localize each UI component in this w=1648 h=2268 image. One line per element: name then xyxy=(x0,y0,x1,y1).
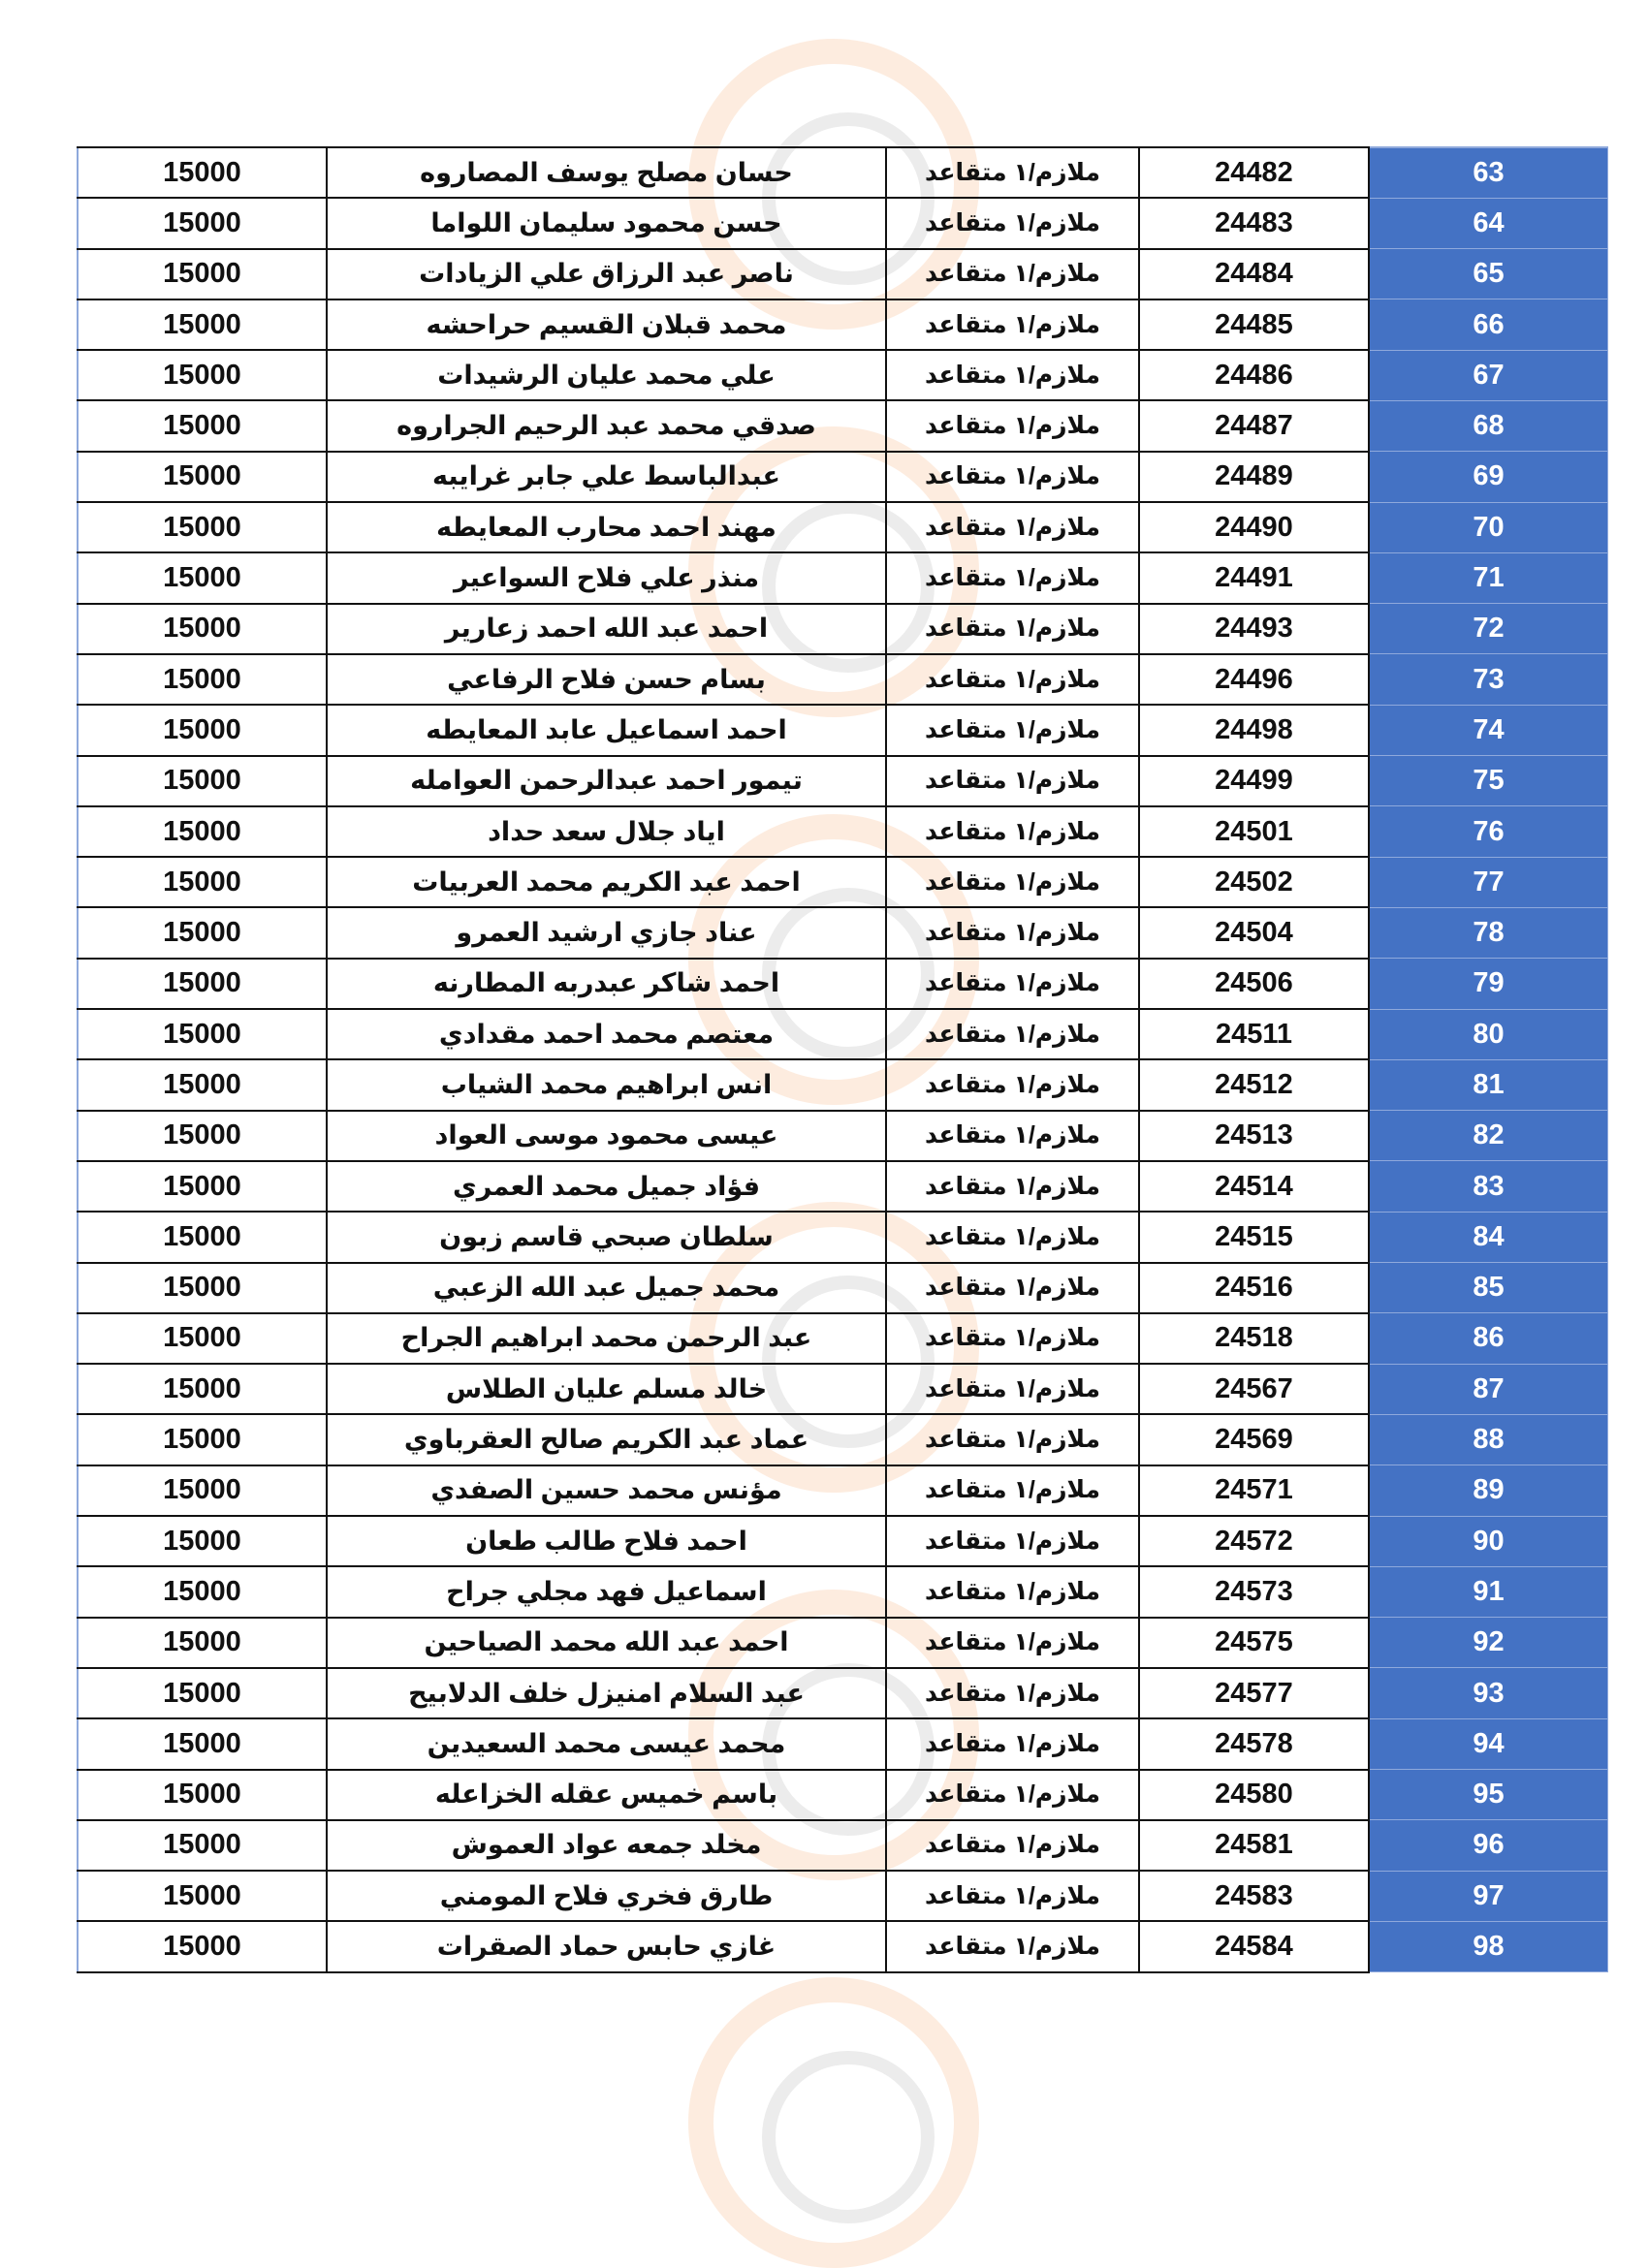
name-cell: احمد فلاح طالب طعان xyxy=(327,1516,886,1566)
sequence-cell: 81 xyxy=(1369,1059,1608,1110)
sequence-cell: 71 xyxy=(1369,552,1608,603)
military-number-cell: 24584 xyxy=(1139,1921,1369,1971)
amount-cell: 15000 xyxy=(78,1414,327,1465)
sequence-cell: 91 xyxy=(1369,1566,1608,1617)
military-number-cell: 24484 xyxy=(1139,249,1369,299)
name-cell: حسن محمود سليمان اللواما xyxy=(327,198,886,248)
rank-cell: ملازم/١ متقاعد xyxy=(886,1263,1139,1313)
military-number-cell: 24489 xyxy=(1139,452,1369,502)
table-row xyxy=(78,1414,1608,1465)
table-row xyxy=(78,350,1608,400)
name-cell: عناد جازي ارشيد العمرو xyxy=(327,907,886,958)
military-number-cell: 24486 xyxy=(1139,350,1369,400)
military-number-cell: 24567 xyxy=(1139,1364,1369,1414)
amount-cell: 15000 xyxy=(78,654,327,705)
table-row xyxy=(78,452,1608,502)
sequence-cell: 96 xyxy=(1369,1820,1608,1871)
rank-cell: ملازم/١ متقاعد xyxy=(886,756,1139,806)
name-cell: علي محمد عليان الرشيدات xyxy=(327,350,886,400)
amount-cell: 15000 xyxy=(78,1212,327,1262)
amount-cell: 15000 xyxy=(78,806,327,857)
name-cell: فؤاد جميل محمد العمري xyxy=(327,1161,886,1212)
sequence-cell: 92 xyxy=(1369,1618,1608,1668)
amount-cell: 15000 xyxy=(78,147,327,198)
rank-cell: ملازم/١ متقاعد xyxy=(886,249,1139,299)
sequence-cell: 64 xyxy=(1369,198,1608,248)
name-cell: ناصر عبد الرزاق علي الزيادات xyxy=(327,249,886,299)
military-number-cell: 24578 xyxy=(1139,1718,1369,1769)
sequence-cell: 98 xyxy=(1369,1921,1608,1971)
military-number-cell: 24575 xyxy=(1139,1618,1369,1668)
name-cell: غازي حابس حماد الصقرات xyxy=(327,1921,886,1971)
sequence-cell: 79 xyxy=(1369,959,1608,1009)
military-number-cell: 24514 xyxy=(1139,1161,1369,1212)
retirees-table xyxy=(77,146,1608,1973)
name-cell: احمد شاكر عبدربه المطارنه xyxy=(327,959,886,1009)
military-number-cell: 24483 xyxy=(1139,198,1369,248)
name-cell: مهند احمد محارب المعايطه xyxy=(327,502,886,552)
amount-cell: 15000 xyxy=(78,452,327,502)
amount-cell: 15000 xyxy=(78,1820,327,1871)
sequence-cell: 67 xyxy=(1369,350,1608,400)
name-cell: عماد عبد الكريم صالح العقرباوي xyxy=(327,1414,886,1465)
amount-cell: 15000 xyxy=(78,400,327,451)
rank-cell: ملازم/١ متقاعد xyxy=(886,1009,1139,1059)
table-row xyxy=(78,959,1608,1009)
sequence-cell: 97 xyxy=(1369,1871,1608,1921)
table-row xyxy=(78,1111,1608,1161)
rank-cell: ملازم/١ متقاعد xyxy=(886,1414,1139,1465)
name-cell: اياد جلال سعد حداد xyxy=(327,806,886,857)
name-cell: احمد عبد الله احمد زعارير xyxy=(327,604,886,654)
amount-cell: 15000 xyxy=(78,1921,327,1971)
sequence-cell: 80 xyxy=(1369,1009,1608,1059)
name-cell: باسم خميس عقله الخزاعله xyxy=(327,1770,886,1820)
military-number-cell: 24504 xyxy=(1139,907,1369,958)
name-cell: عبد السلام امنيزل خلف الدلابيح xyxy=(327,1668,886,1718)
table-row xyxy=(78,1566,1608,1617)
rank-cell: ملازم/١ متقاعد xyxy=(886,604,1139,654)
rank-cell: ملازم/١ متقاعد xyxy=(886,1618,1139,1668)
rank-cell: ملازم/١ متقاعد xyxy=(886,1668,1139,1718)
rank-cell: ملازم/١ متقاعد xyxy=(886,1161,1139,1212)
name-cell: محمد جميل عبد الله الزعبي xyxy=(327,1263,886,1313)
amount-cell: 15000 xyxy=(78,604,327,654)
military-number-cell: 24518 xyxy=(1139,1313,1369,1364)
name-cell: انس ابراهيم محمد الشياب xyxy=(327,1059,886,1110)
sequence-cell: 87 xyxy=(1369,1364,1608,1414)
table-row xyxy=(78,654,1608,705)
name-cell: محمد قبلان القسيم حراحشه xyxy=(327,299,886,350)
table-row xyxy=(78,1668,1608,1718)
table-row xyxy=(78,1618,1608,1668)
rank-cell: ملازم/١ متقاعد xyxy=(886,705,1139,755)
table-row xyxy=(78,1263,1608,1313)
military-number-cell: 24515 xyxy=(1139,1212,1369,1262)
sequence-cell: 93 xyxy=(1369,1668,1608,1718)
name-cell: عبد الرحمن محمد ابراهيم الجراح xyxy=(327,1313,886,1364)
rank-cell: ملازم/١ متقاعد xyxy=(886,400,1139,451)
name-cell: منذر علي فلاح السواعير xyxy=(327,552,886,603)
military-number-cell: 24499 xyxy=(1139,756,1369,806)
sequence-cell: 63 xyxy=(1369,147,1608,198)
amount-cell: 15000 xyxy=(78,1111,327,1161)
name-cell: سلطان صبحي قاسم زبون xyxy=(327,1212,886,1262)
watermark-logo xyxy=(688,1977,979,2268)
table-row xyxy=(78,1212,1608,1262)
name-cell: حسان مصلح يوسف المصاروه xyxy=(327,147,886,198)
amount-cell: 15000 xyxy=(78,552,327,603)
sequence-cell: 75 xyxy=(1369,756,1608,806)
military-number-cell: 24498 xyxy=(1139,705,1369,755)
table-body xyxy=(78,147,1608,1972)
amount-cell: 15000 xyxy=(78,1871,327,1921)
amount-cell: 15000 xyxy=(78,1668,327,1718)
sequence-cell: 86 xyxy=(1369,1313,1608,1364)
amount-cell: 15000 xyxy=(78,1161,327,1212)
sequence-cell: 77 xyxy=(1369,857,1608,907)
name-cell: تيمور احمد عبدالرحمن العوامله xyxy=(327,756,886,806)
sequence-cell: 78 xyxy=(1369,907,1608,958)
sequence-cell: 66 xyxy=(1369,299,1608,350)
amount-cell: 15000 xyxy=(78,705,327,755)
sequence-cell: 68 xyxy=(1369,400,1608,451)
rank-cell: ملازم/١ متقاعد xyxy=(886,198,1139,248)
sequence-cell: 89 xyxy=(1369,1465,1608,1516)
military-number-cell: 24485 xyxy=(1139,299,1369,350)
rank-cell: ملازم/١ متقاعد xyxy=(886,1212,1139,1262)
name-cell: طارق فخري فلاح المومني xyxy=(327,1871,886,1921)
military-number-cell: 24572 xyxy=(1139,1516,1369,1566)
table-row xyxy=(78,907,1608,958)
rank-cell: ملازم/١ متقاعد xyxy=(886,1871,1139,1921)
military-number-cell: 24512 xyxy=(1139,1059,1369,1110)
rank-cell: ملازم/١ متقاعد xyxy=(886,350,1139,400)
amount-cell: 15000 xyxy=(78,1770,327,1820)
military-number-cell: 24583 xyxy=(1139,1871,1369,1921)
rank-cell: ملازم/١ متقاعد xyxy=(886,959,1139,1009)
military-number-cell: 24573 xyxy=(1139,1566,1369,1617)
table-row xyxy=(78,1820,1608,1871)
table-row xyxy=(78,502,1608,552)
military-number-cell: 24501 xyxy=(1139,806,1369,857)
military-number-cell: 24580 xyxy=(1139,1770,1369,1820)
table-row xyxy=(78,604,1608,654)
rank-cell: ملازم/١ متقاعد xyxy=(886,299,1139,350)
rank-cell: ملازم/١ متقاعد xyxy=(886,857,1139,907)
amount-cell: 15000 xyxy=(78,907,327,958)
table-row xyxy=(78,1871,1608,1921)
table-row xyxy=(78,198,1608,248)
table-row xyxy=(78,857,1608,907)
table-row xyxy=(78,705,1608,755)
amount-cell: 15000 xyxy=(78,299,327,350)
amount-cell: 15000 xyxy=(78,857,327,907)
name-cell: مخلد جمعه عواد العموش xyxy=(327,1820,886,1871)
table-row xyxy=(78,756,1608,806)
table-row xyxy=(78,1516,1608,1566)
sequence-cell: 95 xyxy=(1369,1770,1608,1820)
sequence-cell: 76 xyxy=(1369,806,1608,857)
table-row xyxy=(78,1009,1608,1059)
amount-cell: 15000 xyxy=(78,756,327,806)
rank-cell: ملازم/١ متقاعد xyxy=(886,1516,1139,1566)
amount-cell: 15000 xyxy=(78,1059,327,1110)
name-cell: اسماعيل فهد مجلي جراح xyxy=(327,1566,886,1617)
name-cell: بسام حسن فلاح الرفاعي xyxy=(327,654,886,705)
table-row xyxy=(78,1161,1608,1212)
military-number-cell: 24496 xyxy=(1139,654,1369,705)
sequence-cell: 88 xyxy=(1369,1414,1608,1465)
name-cell: معتصم محمد احمد مقدادي xyxy=(327,1009,886,1059)
table-row xyxy=(78,299,1608,350)
rank-cell: ملازم/١ متقاعد xyxy=(886,907,1139,958)
military-number-cell: 24506 xyxy=(1139,959,1369,1009)
amount-cell: 15000 xyxy=(78,1718,327,1769)
name-cell: احمد عبد الله محمد الصياحين xyxy=(327,1618,886,1668)
military-number-cell: 24581 xyxy=(1139,1820,1369,1871)
table-row xyxy=(78,1059,1608,1110)
rank-cell: ملازم/١ متقاعد xyxy=(886,502,1139,552)
rank-cell: ملازم/١ متقاعد xyxy=(886,1111,1139,1161)
rank-cell: ملازم/١ متقاعد xyxy=(886,1921,1139,1971)
table-row xyxy=(78,1313,1608,1364)
table-row xyxy=(78,249,1608,299)
table-row xyxy=(78,1770,1608,1820)
sequence-cell: 74 xyxy=(1369,705,1608,755)
rank-cell: ملازم/١ متقاعد xyxy=(886,1059,1139,1110)
rank-cell: ملازم/١ متقاعد xyxy=(886,1820,1139,1871)
sequence-cell: 82 xyxy=(1369,1111,1608,1161)
amount-cell: 15000 xyxy=(78,1618,327,1668)
military-number-cell: 24493 xyxy=(1139,604,1369,654)
amount-cell: 15000 xyxy=(78,198,327,248)
table-row xyxy=(78,147,1608,198)
name-cell: مؤنس محمد حسين الصفدي xyxy=(327,1465,886,1516)
amount-cell: 15000 xyxy=(78,1516,327,1566)
rank-cell: ملازم/١ متقاعد xyxy=(886,1465,1139,1516)
sequence-cell: 70 xyxy=(1369,502,1608,552)
rank-cell: ملازم/١ متقاعد xyxy=(886,452,1139,502)
sequence-cell: 69 xyxy=(1369,452,1608,502)
amount-cell: 15000 xyxy=(78,1364,327,1414)
sequence-cell: 94 xyxy=(1369,1718,1608,1769)
sequence-cell: 72 xyxy=(1369,604,1608,654)
sequence-cell: 73 xyxy=(1369,654,1608,705)
name-cell: عبدالباسط علي جابر غرايبه xyxy=(327,452,886,502)
amount-cell: 15000 xyxy=(78,959,327,1009)
rank-cell: ملازم/١ متقاعد xyxy=(886,1364,1139,1414)
military-number-cell: 24511 xyxy=(1139,1009,1369,1059)
military-number-cell: 24577 xyxy=(1139,1668,1369,1718)
military-number-cell: 24502 xyxy=(1139,857,1369,907)
amount-cell: 15000 xyxy=(78,1009,327,1059)
name-cell: احمد عبد الكريم محمد العربيات xyxy=(327,857,886,907)
amount-cell: 15000 xyxy=(78,1263,327,1313)
amount-cell: 15000 xyxy=(78,502,327,552)
name-cell: عيسى محمود موسى العواد xyxy=(327,1111,886,1161)
rank-cell: ملازم/١ متقاعد xyxy=(886,1566,1139,1617)
military-number-cell: 24516 xyxy=(1139,1263,1369,1313)
rank-cell: ملازم/١ متقاعد xyxy=(886,552,1139,603)
amount-cell: 15000 xyxy=(78,1566,327,1617)
rank-cell: ملازم/١ متقاعد xyxy=(886,1718,1139,1769)
table-row xyxy=(78,806,1608,857)
name-cell: محمد عيسى محمد السعيدين xyxy=(327,1718,886,1769)
sequence-cell: 85 xyxy=(1369,1263,1608,1313)
military-number-cell: 24571 xyxy=(1139,1465,1369,1516)
rank-cell: ملازم/١ متقاعد xyxy=(886,1313,1139,1364)
sequence-cell: 83 xyxy=(1369,1161,1608,1212)
amount-cell: 15000 xyxy=(78,249,327,299)
table-row xyxy=(78,400,1608,451)
sequence-cell: 90 xyxy=(1369,1516,1608,1566)
amount-cell: 15000 xyxy=(78,350,327,400)
military-number-cell: 24513 xyxy=(1139,1111,1369,1161)
sequence-cell: 84 xyxy=(1369,1212,1608,1262)
table-row xyxy=(78,1465,1608,1516)
table-row xyxy=(78,1921,1608,1971)
name-cell: احمد اسماعيل عابد المعايطه xyxy=(327,705,886,755)
amount-cell: 15000 xyxy=(78,1465,327,1516)
name-cell: خالد مسلم عليان الطلاس xyxy=(327,1364,886,1414)
military-number-cell: 24490 xyxy=(1139,502,1369,552)
amount-cell: 15000 xyxy=(78,1313,327,1364)
rank-cell: ملازم/١ متقاعد xyxy=(886,806,1139,857)
name-cell: صدقي محمد عبد الرحيم الجراروه xyxy=(327,400,886,451)
military-number-cell: 24491 xyxy=(1139,552,1369,603)
rank-cell: ملازم/١ متقاعد xyxy=(886,654,1139,705)
military-number-cell: 24482 xyxy=(1139,147,1369,198)
sequence-cell: 65 xyxy=(1369,249,1608,299)
military-number-cell: 24487 xyxy=(1139,400,1369,451)
table-row xyxy=(78,1718,1608,1769)
table-row xyxy=(78,1364,1608,1414)
table-row xyxy=(78,552,1608,603)
rank-cell: ملازم/١ متقاعد xyxy=(886,147,1139,198)
military-number-cell: 24569 xyxy=(1139,1414,1369,1465)
rank-cell: ملازم/١ متقاعد xyxy=(886,1770,1139,1820)
